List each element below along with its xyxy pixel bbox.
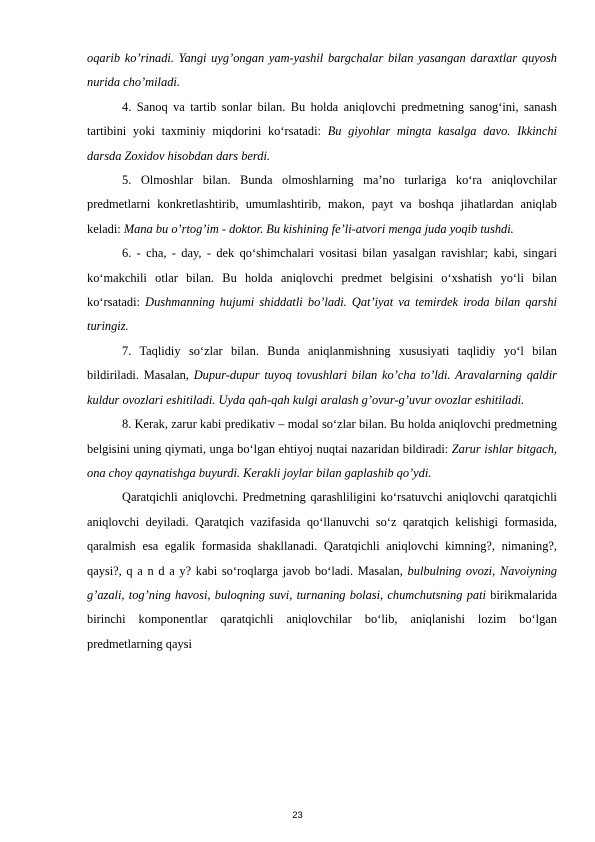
paragraph-5 <box>87 339 557 412</box>
italic-text: Mana bu o’rtog’im - doktor. Bu kishining fe’li-atvori menga juda yoqib tushdi. <box>123 221 514 236</box>
paragraph-7 <box>87 485 557 656</box>
italic-text: oqarib ko’rinadi. Yangi uyg’ongan yam-yashil bargchalar bilan yasangan daraxtlar quyosh nurida cho’miladi. <box>87 51 557 90</box>
paragraph-2 <box>87 95 557 168</box>
body-text: 6. - cha, - day, - dek qo‘shimchalari vositasi bilan yasalgan ravishlar; kabi, singari ko‘makchili otlar bilan. Bu holda aniqlovchi predmet belgisini o‘xshatish yo‘li bilan ko‘rsatadi: <box>87 246 557 310</box>
body-text: 5. Olmoshlar bilan. Bunda olmoshlarning ma’no turlariga ko‘ra aniqlovchilar predmetlarni konkretlashtirib, umumlashtirib, makon, payt va boshqa jihatlardan aniqlab keladi: <box>87 173 557 236</box>
paragraph-1 <box>87 46 557 95</box>
italic-text: Dupur-dupur tuyoq tovushlari bilan ko’cha to’ldi. Aravalarning qaldir kuldur ovozlari eshitiladi. Uyda qah-qah kulgi aralash g’ovur-g’uvur ovozlar eshitiladi. <box>87 368 558 407</box>
body-text: 7. Taqlidiy so‘zlar bilan. Bunda aniqlanmishning xususiyati taqlidiy yo‘l bilan bildiriladi. Masalan, <box>87 343 557 383</box>
italic-text: Dushmanning hujumi shiddatli bo’ladi. Qat’iyat va temirdek iroda bilan qarshi turingiz. <box>87 295 558 334</box>
body-text: Qaratqichli aniqlovchi. Predmetning qarashliligini ko‘rsatuvchi aniqlovchi qaratqichli aniqlovchi deyiladi. Qaratqich vazifasida qo‘llanuvchi so‘z qaratqich kelishigi formasida, qaralmish esa egalik formasida shakllanadi. Qaratqichli aniqlovchi kimning?, nimaning?, qaysi?, q a n d a y? kabi so‘roqlarga javob bo‘ladi. Masalan, <box>87 490 557 578</box>
italic-text: Zarur ishlar bitgach, ona choy qaynatishga buyurdi. Kerakli joylar bilan gaplashib qo’ydi. <box>87 441 557 480</box>
body-text: 4. Sanoq va tartib sonlar bilan. Bu holda aniqlovchi predmetning sanog‘ini, sanash tartibini yoki taxminiy miqdorini ko‘rsatadi: <box>87 99 557 139</box>
document-body <box>87 46 557 656</box>
page-number: 23 <box>292 810 303 821</box>
paragraph-6 <box>87 412 557 485</box>
italic-text: bulbulning ovozi, Navoiyning g’azali, tog’ning havosi, buloqning suvi, turnaning bolasi, chumchutsning pati <box>87 563 557 602</box>
italic-text: Bu giyohlar mingta kasalga davo. Ikkinchi darsda Zoxidov hisobdan dars berdi. <box>87 124 557 163</box>
paragraph-4 <box>87 241 557 339</box>
paragraph-3 <box>87 168 557 241</box>
body-text: 8. Kerak, zarur kabi predikativ – modal so‘zlar bilan. Bu holda aniqlovchi predmetning belgisini uning qiymati, unga bo‘lgan ehtiyoj nuqtai nazaridan bildiradi: <box>87 417 557 456</box>
body-text: birikmalarida birinchi komponentlar qaratqichli aniqlovchilar bo‘lib, aniqlanishi lozim bo‘lgan predmetlarning qaysi <box>87 587 557 651</box>
